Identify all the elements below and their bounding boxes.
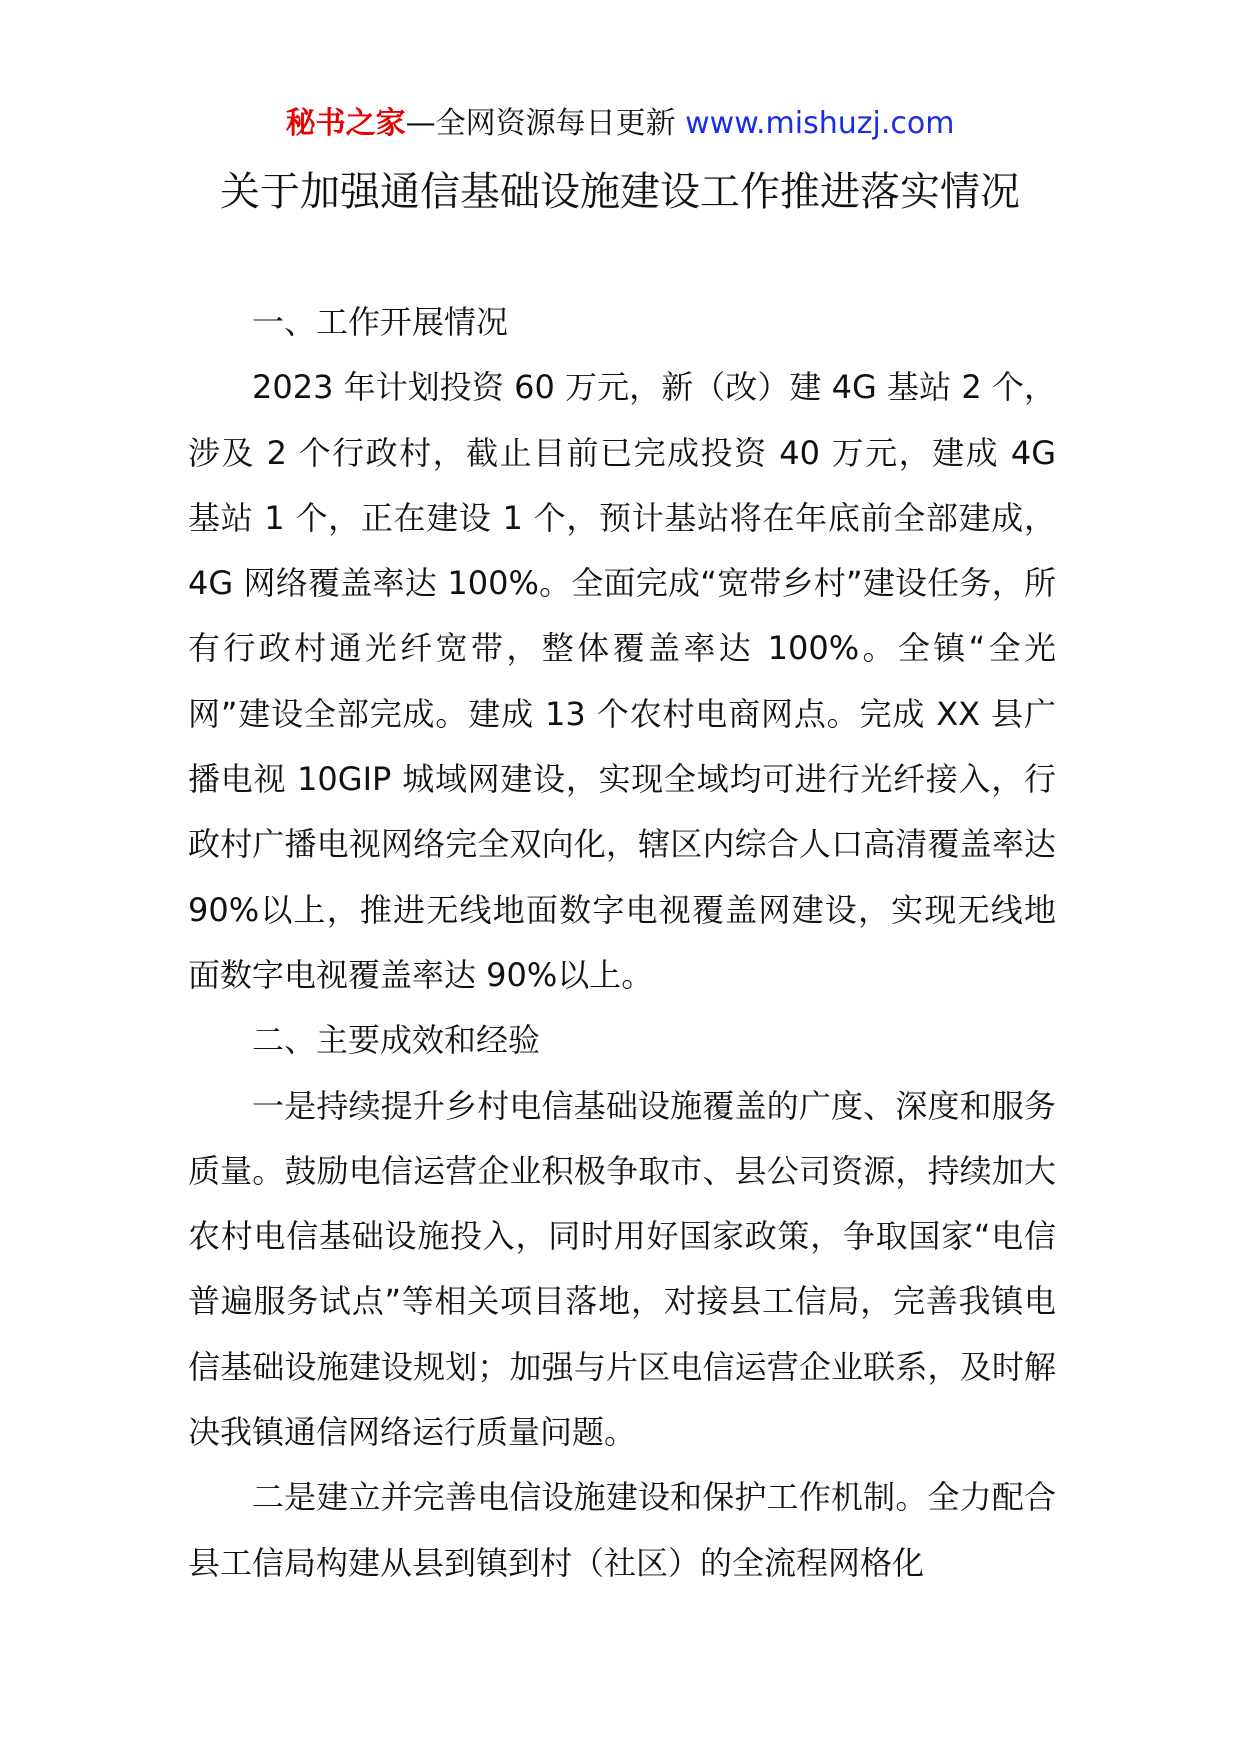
body-paragraph: 一是持续提升乡村电信基础设施覆盖的广度、深度和服务质量。鼓励电信运营企业积极争取市、县公司资源，持续加大农村电信基础设施投入，同时用好国家政策，争取国家“电信普遍服务试点”等相关项目落地，对接县工信局，完善我镇电信基础设施建设规划；加强与片区电信运营企业联系，及时解决我镇通信网络运行质量问题。 <box>188 1086 1056 1452</box>
section-heading-1: 一、工作开展情况 <box>252 303 509 341</box>
site-tagline: —全网资源每日更新 <box>405 106 686 141</box>
document-title: 关于加强通信基础设施建设工作推进落实情况 <box>220 169 1020 215</box>
body-paragraph: 二是建立并完善电信设施建设和保护工作机制。全力配合县工信局构建从县到镇到村（社区）的全流程网格化 <box>188 1478 1056 1582</box>
document-body <box>188 290 1056 1596</box>
site-header <box>0 100 1240 148</box>
site-brand: 秘书之家 <box>285 106 406 141</box>
section-heading-2: 二、主要成效和经验 <box>252 1021 541 1060</box>
body-paragraph: 2023 年计划投资 60 万元，新（改）建 4G 基站 2 个，涉及 2 个行政村，截止目前已完成投资 40 万元，建成 4G 基站 1 个，正在建设 1 个，预计基站将在年底前全部建成，4G 网络覆盖率达 100%。全面完成“宽带乡村”建设任务，所有行政村通光纤宽带，整体覆盖率达 100%。全镇“全光网”建设全部完成。建成 13 个农村电商网点。完成 XX 县广播电视 10GIP 城域网建设，实现全域均可进行光纤接入，行政村广播电视网络完全双向化，辖区内综合人口高清覆盖率达 90%以上，推进无线地面数字电视覆盖网建设，实现无线地面数字电视覆盖率达 90%以上。 <box>188 368 1056 994</box>
site-url-link[interactable]: www.mishuzj.com <box>685 106 955 141</box>
